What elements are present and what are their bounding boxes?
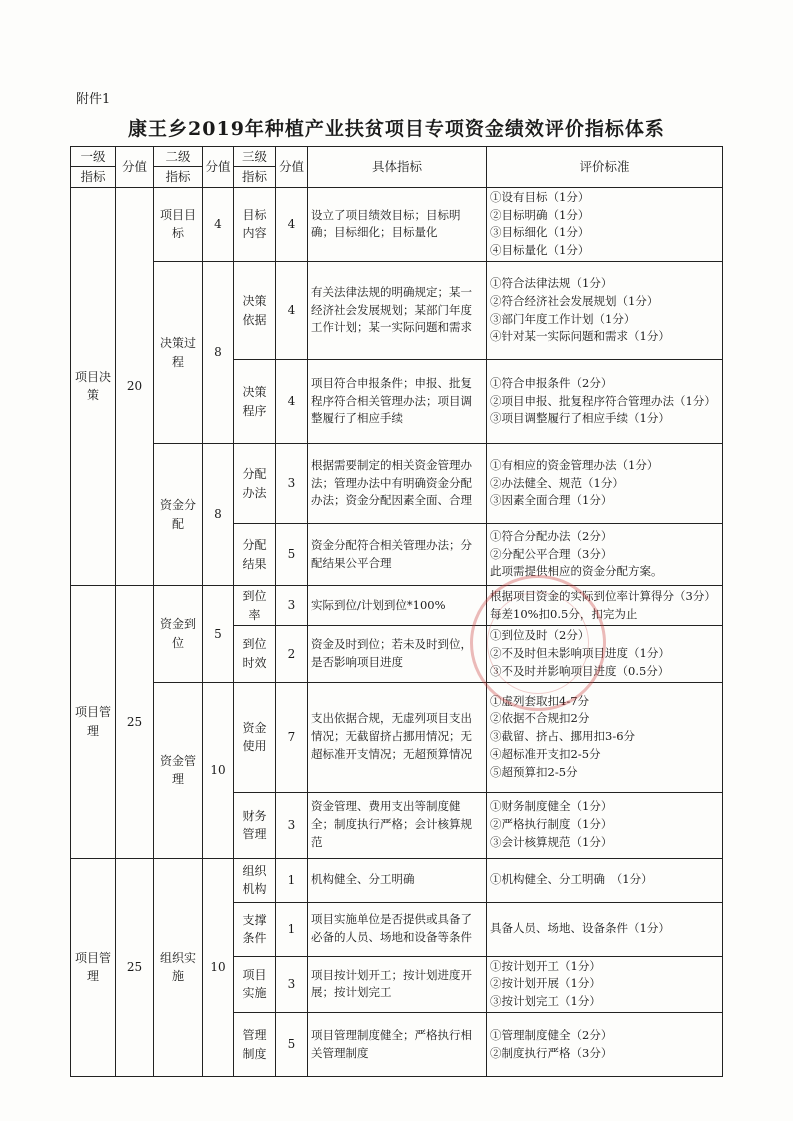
level3-cell: 到位率 [234, 586, 276, 626]
score3-cell: 3 [276, 586, 308, 626]
header-level3-top: 三级 [234, 147, 276, 167]
criteria-line: ③部门年度工作计划（1分） [490, 311, 636, 326]
criteria-line: 根据项目资金的实际到位率计算得分（3分）每差10%扣0.5分，扣完为止 [490, 588, 716, 621]
criteria-line: ①有相应的资金管理办法（1分） [490, 457, 659, 472]
criteria-cell [487, 682, 723, 792]
table-row [71, 858, 723, 902]
criteria-line: ③因素全面合理（1分） [490, 493, 613, 508]
criteria-line: ⑤超预算扣2-5分 [490, 764, 578, 779]
level3-cell: 管理制度 [234, 1013, 276, 1077]
criteria-line: ②目标明确（1分） [490, 207, 590, 222]
criteria-line: ④超标准开支扣2-5分 [490, 747, 601, 762]
criteria-line: ③目标细化（1分） [490, 225, 590, 240]
criteria-line: ①按计划开工（1分） [490, 958, 601, 973]
criteria-cell [487, 792, 723, 858]
header-score1: 分值 [116, 147, 154, 188]
score1-cell: 20 [116, 187, 154, 585]
criteria-line: ①机构健全、分工明确 （1分） [490, 872, 653, 887]
level1-cell: 项目决策 [71, 187, 116, 585]
level2-cell: 资金到位 [154, 586, 203, 683]
header-level1-top: 一级 [71, 147, 116, 167]
score3-cell: 1 [276, 858, 308, 902]
criteria-cell [487, 902, 723, 956]
score3-cell: 4 [276, 262, 308, 360]
indicator-cell: 资金分配符合相关管理办法；分配结果公平合理 [308, 524, 487, 586]
score1-cell: 25 [116, 858, 154, 1076]
criteria-line: ②办法健全、规范（1分） [490, 475, 624, 490]
score3-cell: 3 [276, 956, 308, 1012]
header-level2-bottom: 指标 [154, 167, 203, 187]
criteria-line: ③截留、挤占、挪用扣3-6分 [490, 729, 636, 744]
criteria-cell [487, 956, 723, 1012]
criteria-line: ①虚列套取扣4-7分 [490, 693, 590, 708]
criteria-line: 具备人员、场地、设备条件（1分） [490, 921, 670, 936]
criteria-cell [487, 524, 723, 586]
criteria-cell [487, 444, 723, 524]
header-level2-top: 二级 [154, 147, 203, 167]
indicator-cell: 机构健全、分工明确 [308, 858, 487, 902]
level3-cell: 分配办法 [234, 444, 276, 524]
indicator-cell: 项目符合申报条件；申报、批复程序符合相关管理办法；项目调整履行了相应手续 [308, 360, 487, 444]
score3-cell: 5 [276, 1013, 308, 1077]
level2-cell: 组织实施 [154, 858, 203, 1076]
criteria-line: ②制度执行严格（3分） [490, 1045, 613, 1060]
criteria-line: ①财务制度健全（1分） [490, 799, 613, 814]
criteria-line: ②不及时但未影响项目进度（1分） [490, 646, 670, 660]
criteria-line: ③会计核算规范（1分） [490, 835, 613, 850]
level3-cell: 财务管理 [234, 792, 276, 858]
header-row-top [71, 147, 723, 167]
criteria-line: ①到位及时（2分） [490, 628, 590, 643]
level3-cell: 分配结果 [234, 524, 276, 586]
criteria-line: ②依据不合规扣2分 [490, 711, 590, 726]
header-score2: 分值 [203, 147, 234, 188]
header-score3: 分值 [276, 147, 308, 188]
level2-cell: 资金分配 [154, 444, 203, 586]
indicator-cell: 资金及时到位；若未及时到位，是否影响项目进度 [308, 626, 487, 682]
score3-cell: 3 [276, 444, 308, 524]
indicator-cell: 项目管理制度健全；严格执行相关管理制度 [308, 1013, 487, 1077]
criteria-line: ①管理制度健全（2分） [490, 1027, 613, 1042]
level1-cell: 项目管理 [71, 858, 116, 1076]
score2-cell: 4 [203, 187, 234, 261]
table-row [71, 262, 723, 360]
level2-cell: 决策过程 [154, 262, 203, 444]
indicator-table [70, 146, 723, 1077]
score2-cell: 5 [203, 586, 234, 683]
score2-cell: 10 [203, 682, 234, 858]
score1-cell: 25 [116, 586, 154, 859]
score3-cell: 4 [276, 360, 308, 444]
criteria-line: ④目标量化（1分） [490, 243, 590, 258]
indicator-cell: 项目按计划开工；按计划进度开展；按计划完工 [308, 956, 487, 1012]
criteria-line: ②项目申报、批复程序符合管理办法（1分） [490, 393, 716, 408]
indicator-cell: 有关法律法规的明确规定；某一经济社会发展规划；某部门年度工作计划；某一实际问题和需求 [308, 262, 487, 360]
criteria-line: ①符合申报条件（2分） [490, 375, 613, 390]
level1-cell: 项目管理 [71, 586, 116, 859]
criteria-cell [487, 1013, 723, 1077]
indicator-cell: 支出依据合规，无虚列项目支出情况；无截留挤占挪用情况；无超标准开支情况；无超预算情况 [308, 682, 487, 792]
level3-cell: 组织机构 [234, 858, 276, 902]
header-level3-bottom: 指标 [234, 167, 276, 187]
criteria-line: ①符合分配办法（2分） [490, 528, 613, 543]
attachment-label: 附件1 [76, 92, 111, 107]
score3-cell: 2 [276, 626, 308, 682]
indicator-cell: 项目实施单位是否提供或具备了必备的人员、场地和设备等条件 [308, 902, 487, 956]
indicator-cell: 设立了项目绩效目标；目标明确；目标细化；目标量化 [308, 187, 487, 261]
score3-cell: 1 [276, 902, 308, 956]
level3-cell: 目标内容 [234, 187, 276, 261]
level2-cell: 项目目标 [154, 187, 203, 261]
criteria-line: 此项需提供相应的资金分配方案。 [490, 564, 663, 579]
criteria-line: ②按计划开展（1分） [490, 976, 601, 991]
criteria-line: ②分配公平合理（3分） [490, 546, 613, 561]
level2-cell: 资金管理 [154, 682, 203, 858]
header-specific: 具体指标 [308, 147, 487, 188]
criteria-cell [487, 262, 723, 360]
criteria-cell [487, 626, 723, 682]
score2-cell: 8 [203, 444, 234, 586]
criteria-line: ①设有目标（1分） [490, 189, 590, 204]
level3-cell: 项目实施 [234, 956, 276, 1012]
criteria-cell [487, 360, 723, 444]
header-criteria: 评价标准 [487, 147, 723, 188]
criteria-line: ③不及时并影响项目进度（0.5分） [490, 663, 670, 678]
indicator-cell: 实际到位/计划到位*100% [308, 586, 487, 626]
table-row [71, 187, 723, 261]
score2-cell: 10 [203, 858, 234, 1076]
level3-cell: 资金使用 [234, 682, 276, 792]
table-body [71, 187, 723, 1076]
score3-cell: 4 [276, 187, 308, 261]
criteria-line: ③按计划完工（1分） [490, 994, 601, 1009]
score3-cell: 3 [276, 792, 308, 858]
criteria-cell [487, 586, 723, 626]
table-row [71, 444, 723, 524]
table-row [71, 682, 723, 792]
criteria-line: ①符合法律法规（1分） [490, 275, 613, 290]
document-title: 康王乡2019年种植产业扶贫项目专项资金绩效评价指标体系 [128, 118, 665, 140]
score3-cell: 5 [276, 524, 308, 586]
level3-cell: 决策程序 [234, 360, 276, 444]
score3-cell: 7 [276, 682, 308, 792]
criteria-cell [487, 858, 723, 902]
indicator-cell: 根据需要制定的相关资金管理办法；管理办法中有明确资金分配办法；资金分配因素全面、合理 [308, 444, 487, 524]
criteria-line: ②符合经济社会发展规划（1分） [490, 293, 659, 308]
level3-cell: 到位时效 [234, 626, 276, 682]
table-row [71, 586, 723, 626]
score2-cell: 8 [203, 262, 234, 444]
criteria-line: ④针对某一实际问题和需求（1分） [490, 329, 670, 344]
header-level1-bottom: 指标 [71, 167, 116, 187]
level3-cell: 支撑条件 [234, 902, 276, 956]
criteria-line: ③项目调整履行了相应手续（1分） [490, 411, 670, 426]
level3-cell: 决策依据 [234, 262, 276, 360]
criteria-line: ②严格执行制度（1分） [490, 817, 613, 832]
indicator-cell: 资金管理、费用支出等制度健全；制度执行严格；会计核算规范 [308, 792, 487, 858]
criteria-cell [487, 187, 723, 261]
